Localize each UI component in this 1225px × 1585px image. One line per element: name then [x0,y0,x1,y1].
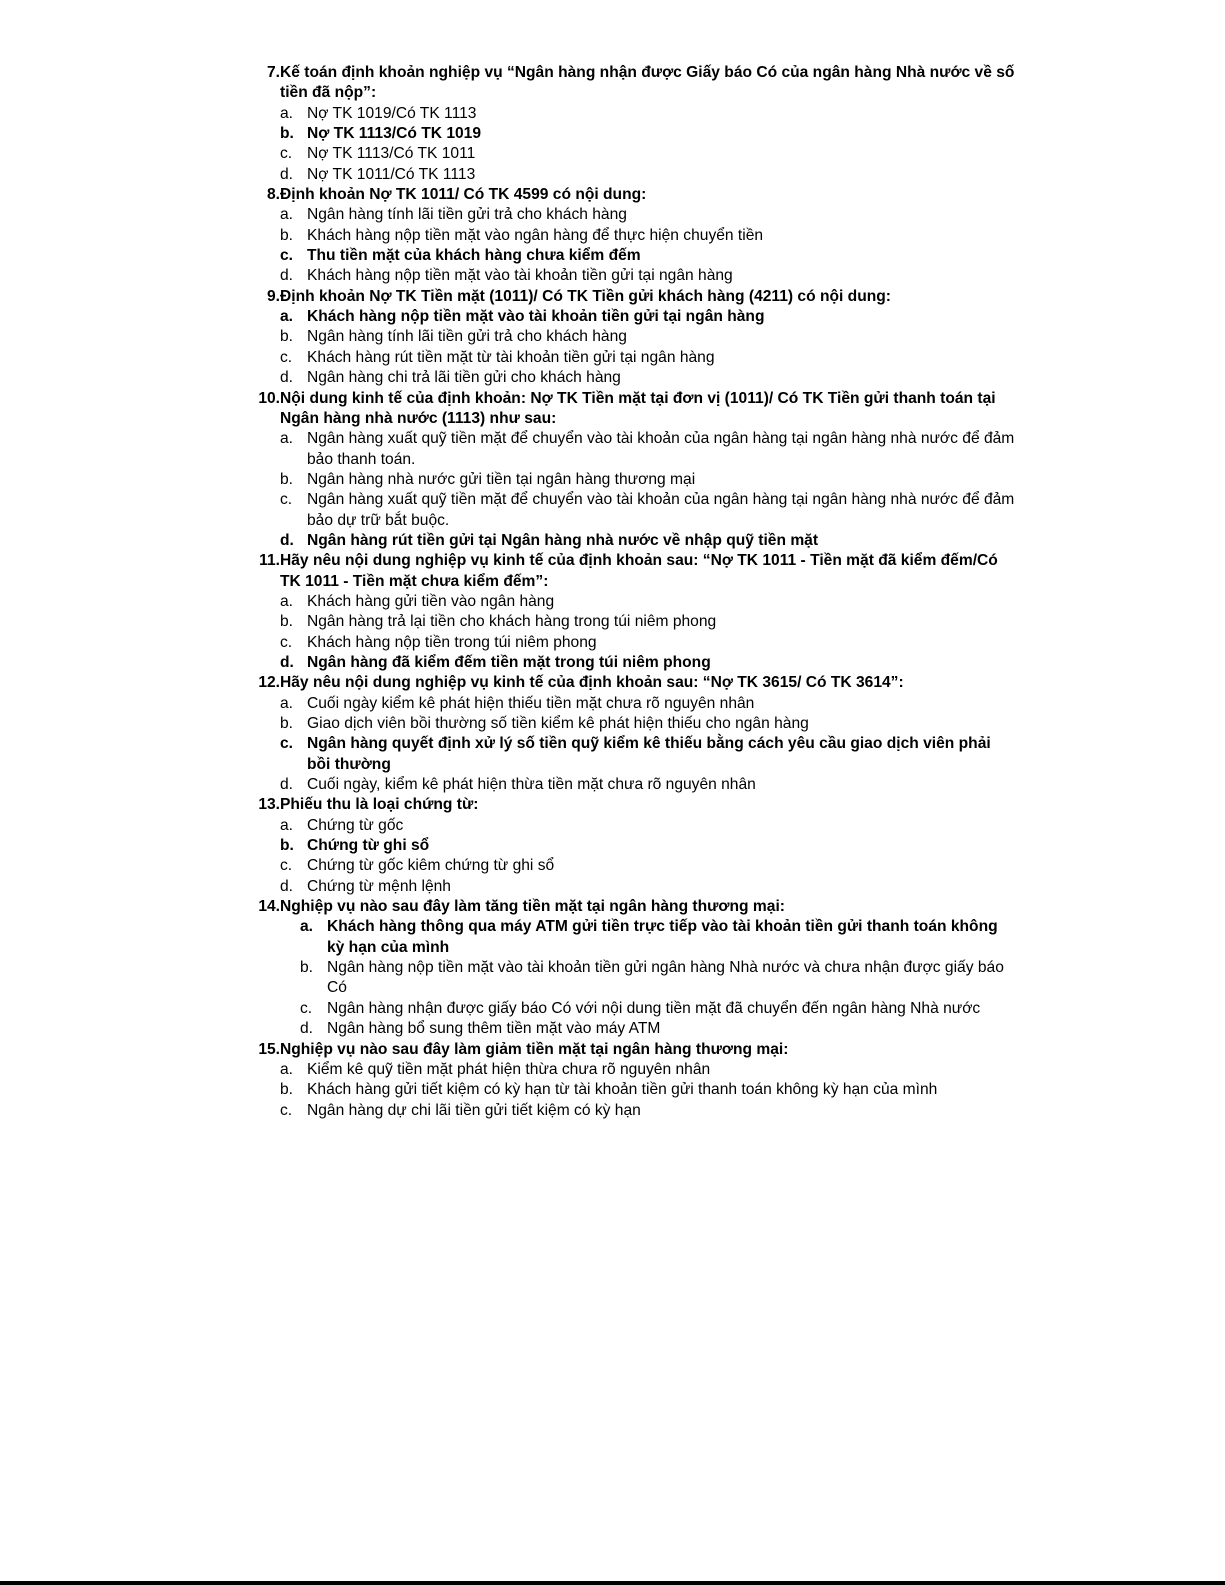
option-text: Ngân hàng quyết định xử lý số tiền quỹ kiểm kê thiếu bằng cách yêu cầu giao dịch viên phải bồi thường [307,735,991,773]
option-text: Ngân hàng tính lãi tiền gửi trả cho khách hàng [307,206,627,224]
answer-option [256,856,1016,876]
option-text: Nợ TK 1011/Có TK 1113 [307,165,476,183]
option-letter: d. [280,267,294,285]
question-heading [256,185,1016,205]
question-heading [256,551,1016,592]
option-text: Ngân hàng xuất quỹ tiền mặt để chuyển vào tài khoản của ngân hàng tại ngân hàng nhà nước để đảm bảo thanh toán. [307,430,1015,468]
question-number: 11. [259,552,280,570]
option-letter: a. [280,206,294,224]
answer-option-correct [256,836,1016,856]
question-block [256,185,1016,287]
answer-option-correct [256,917,1016,958]
option-text: Nợ TK 1019/Có TK 1113 [307,104,477,122]
option-letter: d. [280,653,294,671]
answer-options [256,694,1016,796]
question-heading [256,63,1016,104]
option-text: Ngân hàng nhận được giấy báo Có với nội dung tiền mặt đã chuyển đến ngân hàng Nhà nước [327,999,981,1017]
option-text: Cuối ngày, kiểm kê phát hiện thừa tiền mặt chưa rõ nguyên nhân [307,776,756,794]
question-heading [256,287,1016,307]
option-letter: c. [280,247,294,265]
option-letter: d. [280,165,294,183]
option-text: Chứng từ ghi sổ [307,837,430,855]
question-block [256,389,1016,552]
answer-option [256,226,1016,246]
option-text: Nợ TK 1113/Có TK 1019 [307,125,482,143]
option-letter: a. [300,918,314,936]
question-heading [256,795,1016,815]
answer-options [256,917,1016,1039]
option-text: Ngân hàng dự chi lãi tiền gửi tiết kiệm có kỳ hạn [307,1101,641,1119]
option-letter: c. [280,145,293,163]
question-number: 8. [266,186,280,204]
option-text: Chứng từ gốc [307,816,404,834]
answer-option [256,470,1016,490]
answer-option [256,612,1016,632]
option-letter: d. [280,369,294,387]
answer-options [256,307,1016,388]
option-text: Khách hàng gửi tiền vào ngân hàng [307,592,555,610]
question-block [256,551,1016,673]
answer-option [256,205,1016,225]
option-letter: c. [280,491,293,509]
page-bottom-border [0,1581,1225,1585]
question-block [256,287,1016,389]
answer-option [256,144,1016,164]
answer-option-correct [256,531,1016,551]
option-text: Ngân hàng tính lãi tiền gửi trả cho khách hàng [307,328,627,346]
answer-option [256,429,1016,470]
answer-option [256,816,1016,836]
option-letter: d. [300,1020,314,1038]
answer-option-correct [256,734,1016,775]
option-text: Ngân hàng nộp tiền mặt vào tài khoản tiền gửi ngân hàng Nhà nước và chưa nhận được giấy báo Có [327,959,1004,997]
option-letter: d. [280,877,294,895]
answer-option [256,1080,1016,1100]
option-text: Kiểm kê quỹ tiền mặt phát hiện thừa chưa rõ nguyên nhân [307,1060,711,1078]
option-text: Ngân hàng rút tiền gửi tại Ngân hàng nhà nước về nhập quỹ tiền mặt [307,531,819,549]
answer-options [256,429,1016,551]
option-letter: c. [280,1101,293,1119]
answer-options [256,816,1016,897]
option-letter: c. [280,633,293,651]
option-letter: a. [280,430,294,448]
option-letter: b. [280,1081,294,1099]
question-number: 12. [258,674,280,692]
question-block [256,1040,1016,1121]
question-text: Định khoản Nợ TK Tiền mặt (1011)/ Có TK Tiền gửi khách hàng (4211) có nội dung: [280,287,891,305]
answer-option [256,1101,1016,1121]
question-heading [256,1040,1016,1060]
question-number: 15. [258,1040,280,1058]
question-text: Nghiệp vụ nào sau đây làm giảm tiền mặt tại ngân hàng thương mại: [280,1040,789,1058]
option-text: Cuối ngày kiểm kê phát hiện thiếu tiền mặt chưa rõ nguyên nhân [307,694,755,712]
question-text: Hãy nêu nội dung nghiệp vụ kinh tế của định khoản sau: “Nợ TK 1011 - Tiền mặt đã kiểm đếm/Có TK 1011 - Tiền mặt chưa kiểm đếm”: [280,552,998,590]
option-text: Ngân hàng trả lại tiền cho khách hàng trong túi niêm phong [307,613,717,631]
question-block [256,897,1016,1039]
answer-option [256,877,1016,897]
answer-option [256,327,1016,347]
question-text: Nội dung kinh tế của định khoản: Nợ TK Tiền mặt tại đơn vị (1011)/ Có TK Tiền gửi thanh toán tại Ngân hàng nhà nước (1113) như sau: [280,389,996,427]
answer-options [256,104,1016,185]
question-number: 9. [266,287,280,305]
option-letter: a. [280,104,294,122]
answer-option [256,958,1016,999]
option-text: Khách hàng nộp tiền mặt vào tài khoản tiền gửi tại ngân hàng [307,267,733,285]
answer-option [256,592,1016,612]
question-list [256,63,1016,1121]
question-number: 13. [258,796,280,814]
option-letter: b. [280,613,294,631]
answer-option [256,104,1016,124]
option-letter: b. [280,226,294,244]
answer-option [256,368,1016,388]
question-heading [256,673,1016,693]
option-letter: a. [280,308,294,326]
answer-option [256,266,1016,286]
question-heading [256,389,1016,430]
question-number: 14. [258,898,280,916]
option-text: Nợ TK 1113/Có TK 1011 [307,145,476,163]
answer-options [256,592,1016,673]
option-text: Chứng từ gốc kiêm chứng từ ghi sổ [307,857,555,875]
option-letter: c. [280,857,293,875]
option-text: Ngân hàng chi trả lãi tiền gửi cho khách hàng [307,369,621,387]
option-text: Chứng từ mệnh lệnh [307,877,451,895]
option-text: Khách hàng nộp tiền mặt vào tài khoản tiền gửi tại ngân hàng [307,308,765,326]
answer-option-correct [256,124,1016,144]
question-heading [256,897,1016,917]
question-text: Nghiệp vụ nào sau đây làm tăng tiền mặt tại ngân hàng thương mại: [280,898,785,916]
question-number: 10. [258,389,280,407]
option-text: Khách hàng nộp tiền trong túi niêm phong [307,633,597,651]
option-letter: c. [300,999,313,1017]
option-text: Khách hàng rút tiền mặt từ tài khoản tiền gửi tại ngân hàng [307,348,715,366]
option-letter: b. [280,328,294,346]
option-text: Ngân hàng đã kiểm đếm tiền mặt trong túi niêm phong [307,653,711,671]
answer-option [256,775,1016,795]
option-letter: b. [280,470,294,488]
option-letter: d. [280,776,294,794]
answer-options [256,1060,1016,1121]
question-number: 7. [266,64,280,81]
answer-option [256,490,1016,531]
option-text: Khách hàng thông qua máy ATM gửi tiền trực tiếp vào tài khoản tiền gửi thanh toán không kỳ hạn của mình [327,918,998,956]
option-text: Giao dịch viên bồi thường số tiền kiểm kê phát hiện thiếu cho ngân hàng [307,715,809,732]
option-letter: b. [280,837,294,855]
answer-option [256,714,1016,734]
question-text: Hãy nêu nội dung nghiệp vụ kinh tế của định khoản sau: “Nợ TK 3615/ Có TK 3614”: [280,674,904,692]
option-text: Ngân hàng nhà nước gửi tiền tại ngân hàng thương mại [307,470,696,488]
option-letter: b. [300,959,314,977]
option-letter: a. [280,816,294,834]
question-block [256,795,1016,897]
option-text: Ngân hàng xuất quỹ tiền mặt để chuyển vào tài khoản của ngân hàng tại ngân hàng nhà nước để đảm bảo dự trữ bắt buộc. [307,491,1015,529]
question-block [256,673,1016,795]
answer-option [256,999,1016,1019]
answer-option [256,633,1016,653]
option-text: Khách hàng gửi tiết kiệm có kỳ hạn từ tài khoản tiền gửi thanh toán không kỳ hạn của mình [307,1081,938,1099]
option-letter: b. [280,715,294,732]
option-text: Khách hàng nộp tiền mặt vào ngân hàng để thực hiện chuyển tiền [307,226,764,244]
option-letter: c. [280,348,293,366]
answer-options [256,205,1016,286]
option-letter: b. [280,125,294,143]
option-text: Ngân hàng bổ sung thêm tiền mặt vào máy ATM [327,1020,661,1038]
answer-option [256,165,1016,185]
question-block [256,63,1016,185]
answer-option [256,1019,1016,1039]
answer-option [256,694,1016,714]
option-letter: a. [280,592,294,610]
answer-option [256,348,1016,368]
question-text: Phiếu thu là loại chứng từ: [280,796,479,814]
answer-option-correct [256,246,1016,266]
option-letter: d. [280,531,294,549]
option-text: Thu tiền mặt của khách hàng chưa kiểm đếm [307,247,641,265]
option-letter: a. [280,1060,294,1078]
answer-option-correct [256,653,1016,673]
answer-option [256,1060,1016,1080]
option-letter: a. [280,694,294,712]
question-text: Định khoản Nợ TK 1011/ Có TK 4599 có nội dung: [280,186,647,204]
option-letter: c. [280,735,294,753]
question-text: Kế toán định khoản nghiệp vụ “Ngân hàng nhận được Giấy báo Có của ngân hàng Nhà nước về số tiền đã nộp”: [280,64,1015,102]
answer-option-correct [256,307,1016,327]
